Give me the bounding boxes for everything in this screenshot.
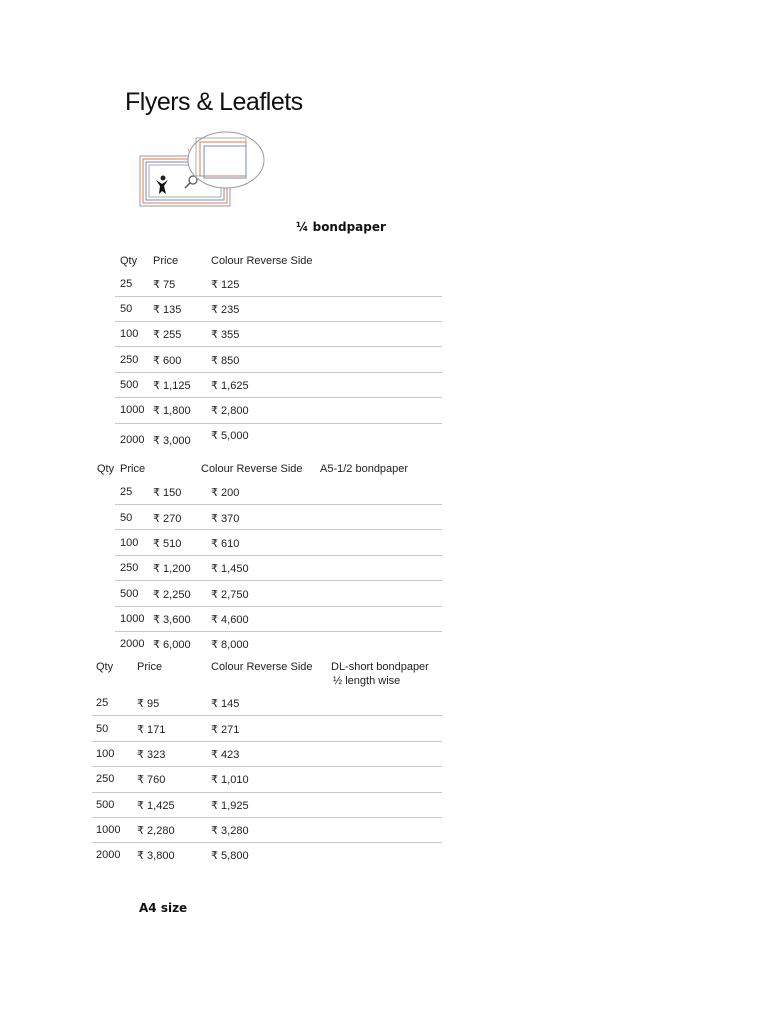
cell-colour-price: ₹ 8,000 [211,639,249,651]
cell-price: ₹ 2,280 [137,825,175,837]
row-divider [115,606,442,607]
section3-label-line2: ½ length wise [333,675,401,687]
cell-price: ₹ 3,600 [153,614,191,626]
cell-qty: 250 [96,773,115,785]
cell-colour-price: ₹ 5,800 [211,850,249,862]
cell-colour-price: ₹ 2,800 [211,405,249,417]
section3-label-line1: DL-short bondpaper [331,661,429,673]
magnifier-icon [185,176,197,188]
row-divider [115,555,442,556]
cell-colour-price: ₹ 125 [211,279,240,291]
row-divider [92,842,442,843]
row-divider [115,580,442,581]
cell-colour-price: ₹ 200 [211,487,240,499]
cell-colour-price: ₹ 1,450 [211,563,249,575]
section1-header-price: Price [153,255,179,267]
cell-qty: 1000 [96,824,121,836]
a4-size-heading: A4 size [139,901,188,915]
cell-qty: 25 [96,697,109,709]
cell-price: ₹ 135 [153,304,182,316]
section1-header-colour: Colour Reverse Side [211,255,313,267]
cell-price: ₹ 1,800 [153,405,191,417]
row-divider [115,296,442,297]
cell-price: ₹ 323 [137,749,166,761]
cell-price: ₹ 270 [153,513,182,525]
cell-price: ₹ 3,000 [153,435,191,447]
cell-colour-price: ₹ 1,625 [211,380,249,392]
cell-qty: 50 [96,723,109,735]
cell-qty: 100 [120,328,139,340]
person-icon [156,176,168,195]
cell-qty: 2000 [96,849,121,861]
page-title: Flyers & Leaflets [125,88,303,116]
cell-price: ₹ 6,000 [153,639,191,651]
row-divider [115,529,442,530]
row-divider [92,715,442,716]
row-divider [115,346,442,347]
row-divider [115,372,442,373]
cell-colour-price: ₹ 850 [211,355,240,367]
cell-price: ₹ 255 [153,329,182,341]
cell-colour-price: ₹ 610 [211,538,240,550]
row-divider [115,423,442,424]
cell-price: ₹ 1,425 [137,800,175,812]
cell-price: ₹ 171 [137,724,166,736]
cell-price: ₹ 150 [153,487,182,499]
section2-label: A5-1/2 bondpaper [320,463,409,475]
cell-qty: 1000 [120,404,145,416]
section3-header-price: Price [137,661,163,673]
section2-header-qty: Qty [97,463,115,475]
cell-colour-price: ₹ 355 [211,329,240,341]
section3-header-qty: Qty [96,661,114,673]
cell-colour-price: ₹ 1,925 [211,800,249,812]
section2-header-price: Price [120,463,146,475]
section2-header-colour: Colour Reverse Side [201,463,303,475]
cell-price: ₹ 510 [153,538,182,550]
cell-qty: 50 [120,512,133,524]
cell-qty: 500 [96,799,115,811]
row-divider [115,504,442,505]
cell-price: ₹ 1,200 [153,563,191,575]
cell-qty: 500 [120,379,139,391]
cell-colour-price: ₹ 4,600 [211,614,249,626]
cell-price: ₹ 2,250 [153,589,191,601]
section1-heading: ¼ bondpaper [296,220,386,234]
cell-price: ₹ 3,800 [137,850,175,862]
row-divider [92,741,442,742]
cell-qty: 2000 [120,638,145,650]
cell-colour-price: ₹ 271 [211,724,240,736]
flyers-illustration [138,128,268,210]
row-divider [115,631,442,632]
cell-qty: 100 [120,537,139,549]
cell-colour-price: ₹ 235 [211,304,240,316]
cell-colour-price: ₹ 1,010 [211,774,249,786]
cell-colour-price: ₹ 370 [211,513,240,525]
cell-qty: 250 [120,354,139,366]
cell-price: ₹ 600 [153,355,182,367]
cell-qty: 250 [120,562,139,574]
cell-colour-price: ₹ 145 [211,698,240,710]
row-divider [115,321,442,322]
cell-price: ₹ 95 [137,698,160,710]
cell-price: ₹ 760 [137,774,166,786]
row-divider [92,792,442,793]
cell-colour-price: ₹ 2,750 [211,589,249,601]
cell-qty: 25 [120,278,133,290]
cell-qty: 50 [120,303,133,315]
cell-price: ₹ 1,125 [153,380,191,392]
cell-price: ₹ 75 [153,279,176,291]
cell-qty: 2000 [120,434,145,446]
row-divider [115,397,442,398]
section3-header-colour: Colour Reverse Side [211,661,313,673]
cell-colour-price: ₹ 3,280 [211,825,249,837]
cell-qty: 100 [96,748,115,760]
cell-qty: 25 [120,486,133,498]
section1-header-qty: Qty [120,255,138,267]
row-divider [92,766,442,767]
cell-colour-price: ₹ 5,000 [211,430,249,442]
row-divider [92,817,442,818]
cell-qty: 1000 [120,613,145,625]
cell-qty: 500 [120,588,139,600]
cell-colour-price: ₹ 423 [211,749,240,761]
